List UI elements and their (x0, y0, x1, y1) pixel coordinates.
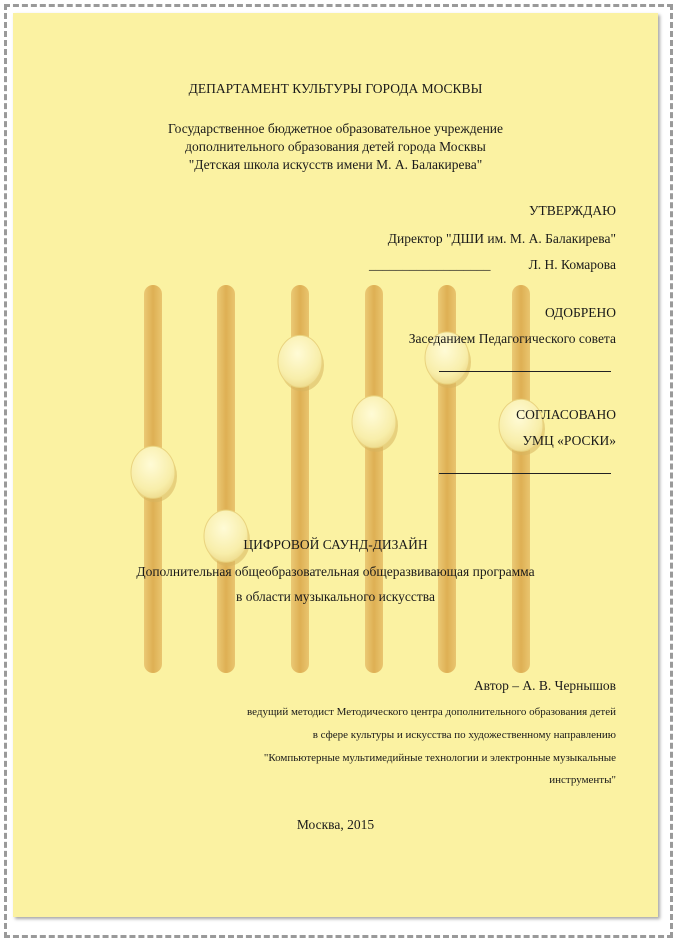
department-title: ДЕПАРТАМЕНТ КУЛЬТУРЫ ГОРОДА МОСКВЫ (188, 81, 483, 96)
approve-name: Л. Н. Комарова (528, 257, 616, 272)
agreed-title: СОГЛАСОВАНО (516, 407, 616, 422)
slider-track (365, 285, 383, 673)
author-detail-1: ведущий методист Методического центра дополнительного образования детей (247, 706, 616, 718)
approve-signature-blank: __________________ (369, 257, 491, 272)
approve-position: Директор "ДШИ им. М. А. Балакирева" (387, 231, 616, 246)
institution-line-1: Государственное бюджетное образовательное учреждение (167, 121, 504, 136)
document-page (13, 13, 658, 917)
slider-track (217, 285, 235, 673)
author-line: Автор – А. В. Чернышов (473, 678, 616, 693)
author-detail-3: "Компьютерные мультимедийные технологии и электронные музыкальные (263, 752, 616, 764)
institution-line-3: "Детская школа искусств имени М. А. Балакирева" (188, 157, 483, 172)
agreed-signature-line (439, 473, 611, 474)
slider-knob (352, 396, 396, 448)
institution-line-2: дополнительного образования детей города Москвы (185, 139, 486, 154)
agreed-body: УМЦ «РОСКИ» (522, 433, 616, 448)
author-detail-4: инструменты" (549, 774, 616, 786)
author-detail-2: в сфере культуры и искусства по художественному направлению (312, 729, 616, 741)
approved-signature-line (439, 371, 611, 372)
slider-knob (131, 446, 175, 498)
slider-knob (278, 335, 322, 387)
program-field: в области музыкального искусства (235, 589, 435, 604)
approved-body: Заседанием Педагогического совета (408, 331, 616, 346)
approved-title: ОДОБРЕНО (544, 305, 616, 320)
approve-title: УТВЕРЖДАЮ (528, 203, 616, 218)
city-year: Москва, 2015 (296, 817, 375, 832)
program-title: ЦИФРОВОЙ САУНД-ДИЗАЙН (243, 537, 428, 552)
program-subtitle: Дополнительная общеобразовательная общеразвивающая программа (136, 564, 535, 579)
